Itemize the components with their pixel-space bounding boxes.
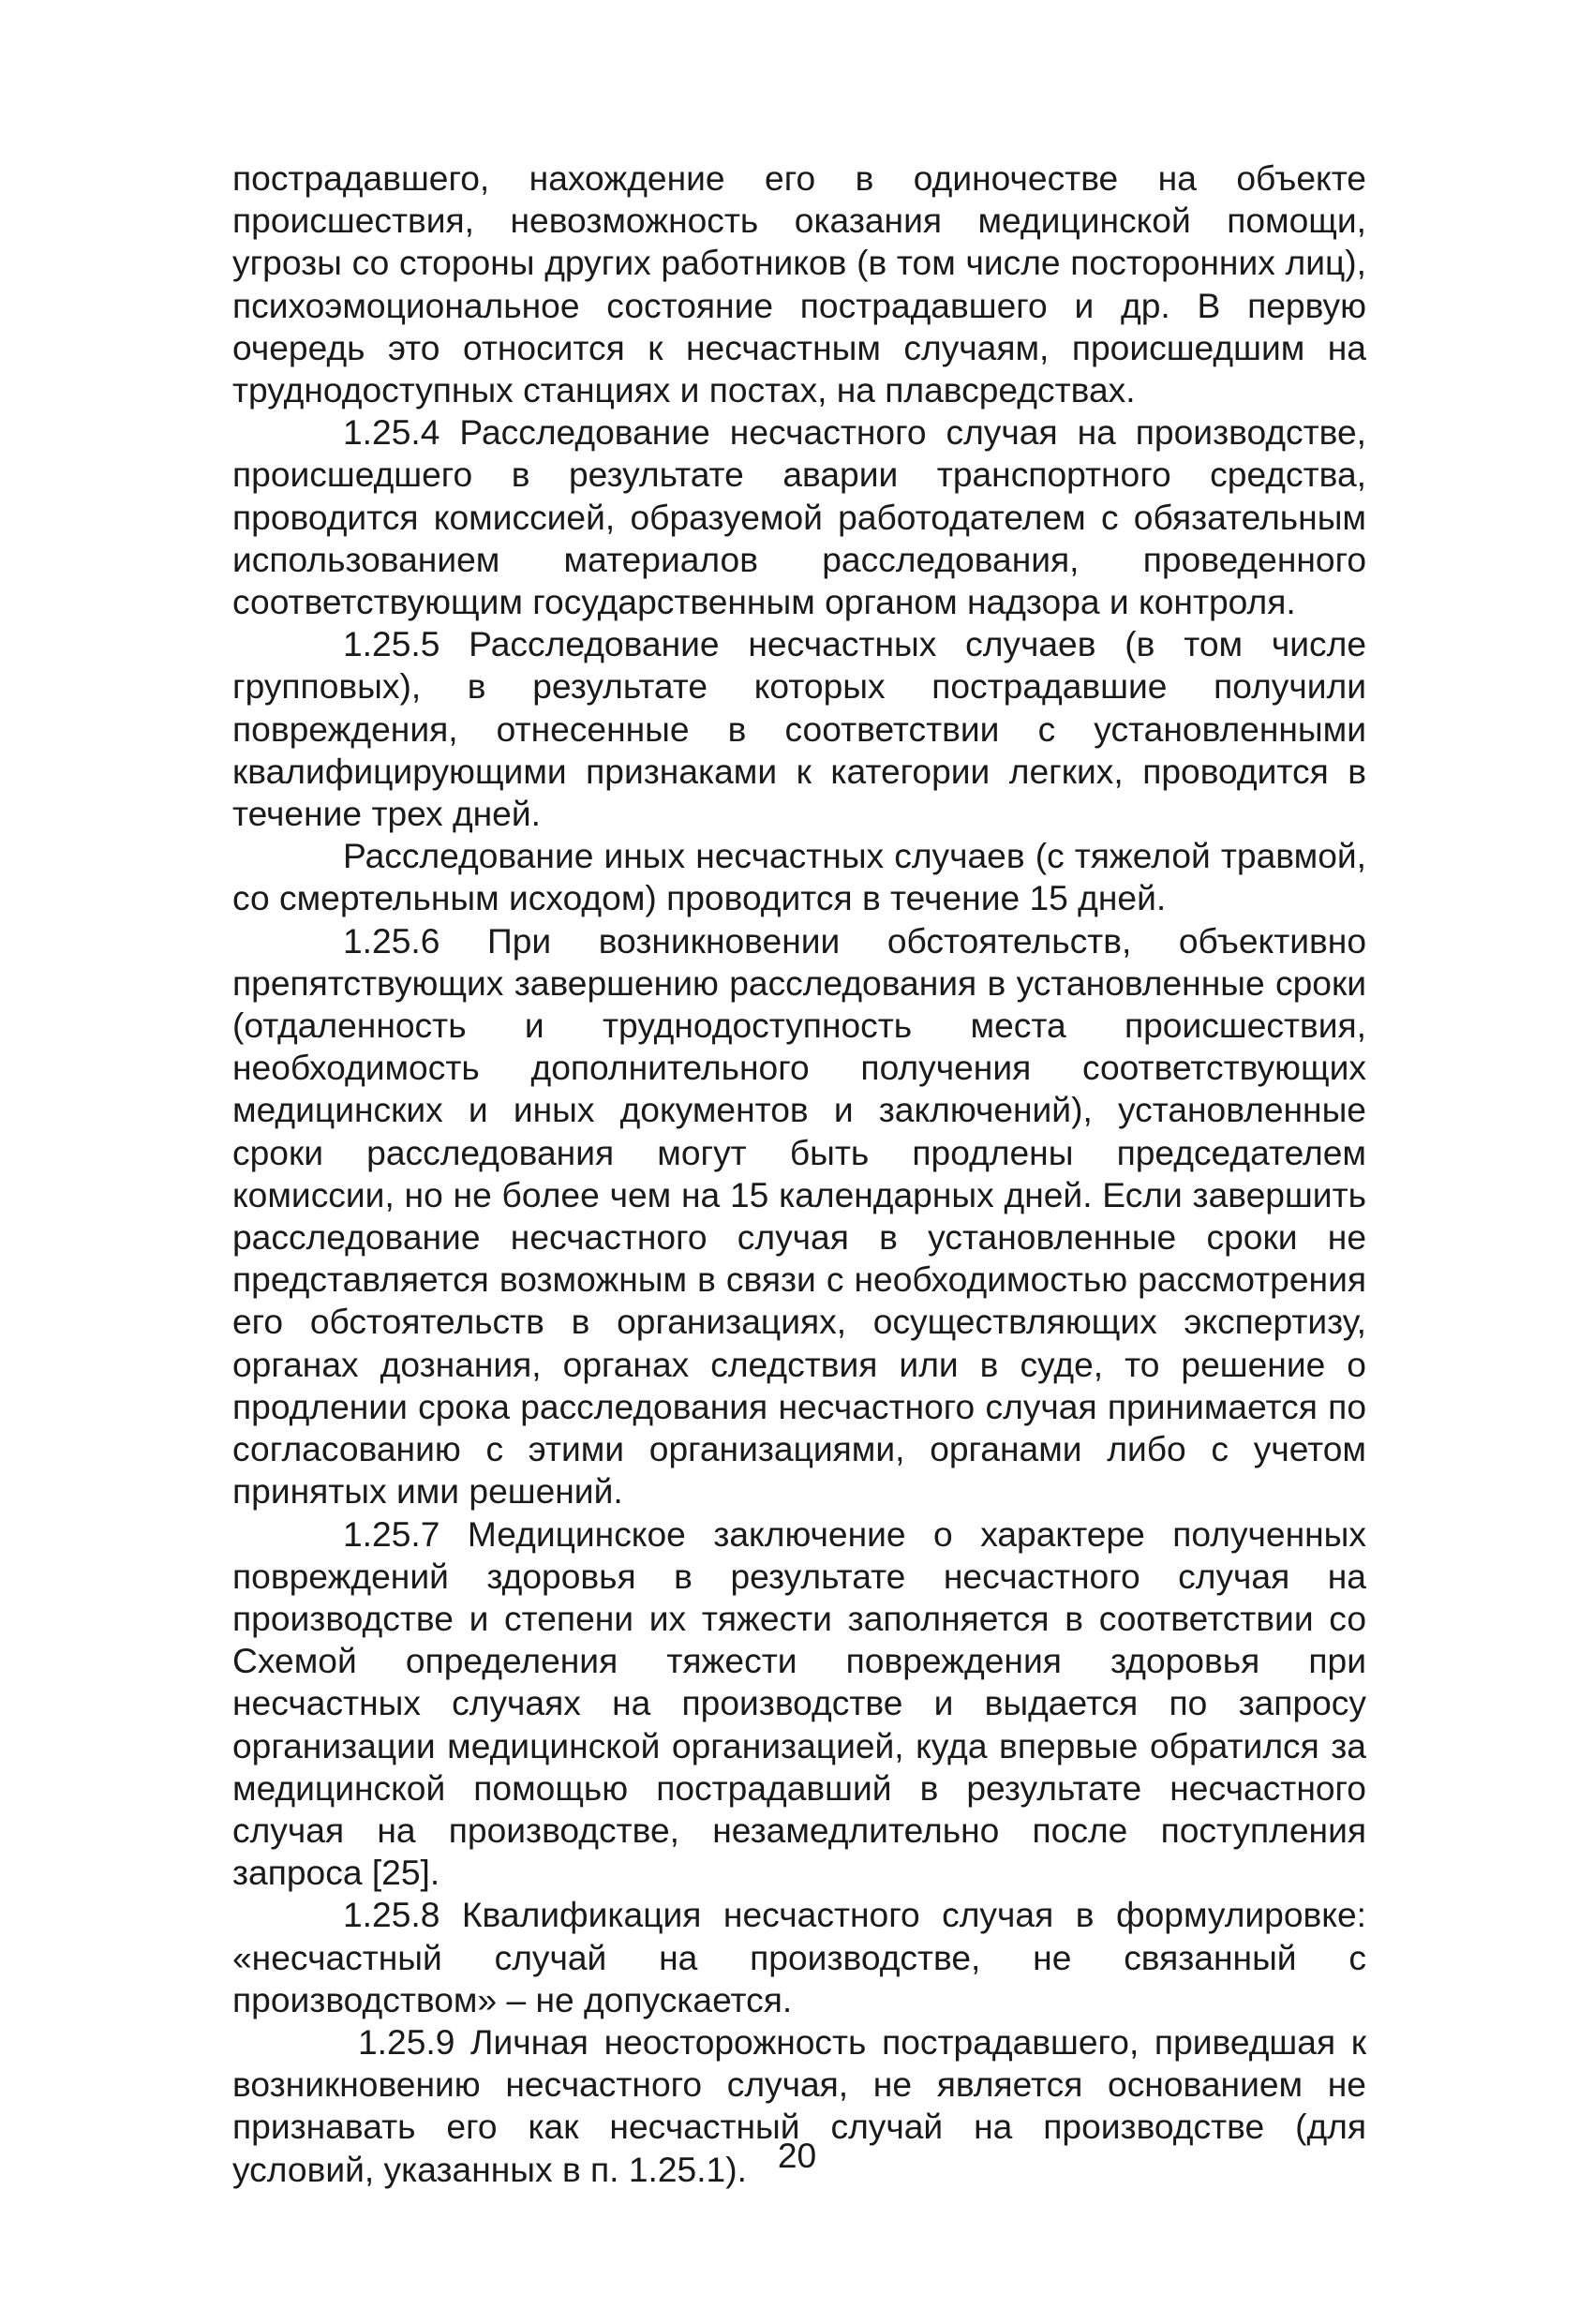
paragraph-1-25-8: 1.25.8 Квалификация несчастного случая в формулировке: «несчастный случай на производстве, не связанный с производством» – не допускается. [232, 1895, 1366, 2019]
paragraph-1-25-4: 1.25.4 Расследование несчастного случая на производстве, происшедшего в результате аварии транспортного средства, проводится комиссией, образуемой работодателем с обязательным использованием материалов расследования, проведенного соответствующим государственным органом надзора и контроля. [232, 412, 1366, 622]
paragraph-1-25-6: 1.25.6 При возникновении обстоятельств, объективно препятствующих завершению расследования в установленные сроки (отдаленность и труднодоступность места происшествия, необходимость дополнительного получения соответствующих медицинских и иных документов и заключений), установленные сроки расследования могут быть продлены председателем комиссии, но не более чем на 15 календарных дней. Если завершить расследование несчастного случая в установленные сроки не представляется возможным в связи с необходимостью рассмотрения его обстоятельств в организациях, осуществляющих экспертизу, органах дознания, органах следствия или в суде, то решение о продлении срока расследования несчастного случая принимается по согласованию с этими организациями, органами либо с учетом принятых ими решений. [232, 920, 1366, 1512]
paragraph-1-25-5: 1.25.5 Расследование несчастных случаев (в том числе групповых), в результате которых пострадавшие получили повреждения, отнесенные в соответствии с установленными квалифицирующими признаками к категории легких, проводится в течение трех дней. [232, 624, 1366, 834]
paragraph-1-25-9: 1.25.9 Личная неосторожность пострадавшего, приведшая к возникновению несчастного случая, не является основанием не признавать его как несчастный случай на производстве (для условий, указанных в п. 1.25.1). [232, 2021, 1366, 2189]
paragraph-1-25-7: 1.25.7 Медицинское заключение о характере полученных повреждений здоровья в результате несчастного случая на производстве и степени их тяжести заполняется в соответствии со Схемой определения тяжести повреждения здоровья при несчастных случаях на производстве и выдается по запросу организации медицинской организацией, куда впервые обратился за медицинской помощью пострадавший в результате несчастного случая на производстве, незамедлительно после поступления запроса [25]. [232, 1513, 1366, 1893]
paragraph-1-25-5-continued: Расследование иных несчастных случаев (с тяжелой травмой, со смертельным исходом) проводится в течение 15 дней. [232, 836, 1366, 918]
page-number: 20 [777, 2136, 817, 2175]
body-text [232, 157, 1366, 2191]
paragraph-continuation: пострадавшего, нахождение его в одиночестве на объекте происшествия, невозможность оказания медицинской помощи, угрозы со стороны других работников (в том числе посторонних лиц), психоэмоциональное состояние пострадавшего и др. В первую очередь это относится к несчастным случаям, происшедшим на труднодоступных станциях и постах, на плавсредствах. [232, 158, 1366, 410]
